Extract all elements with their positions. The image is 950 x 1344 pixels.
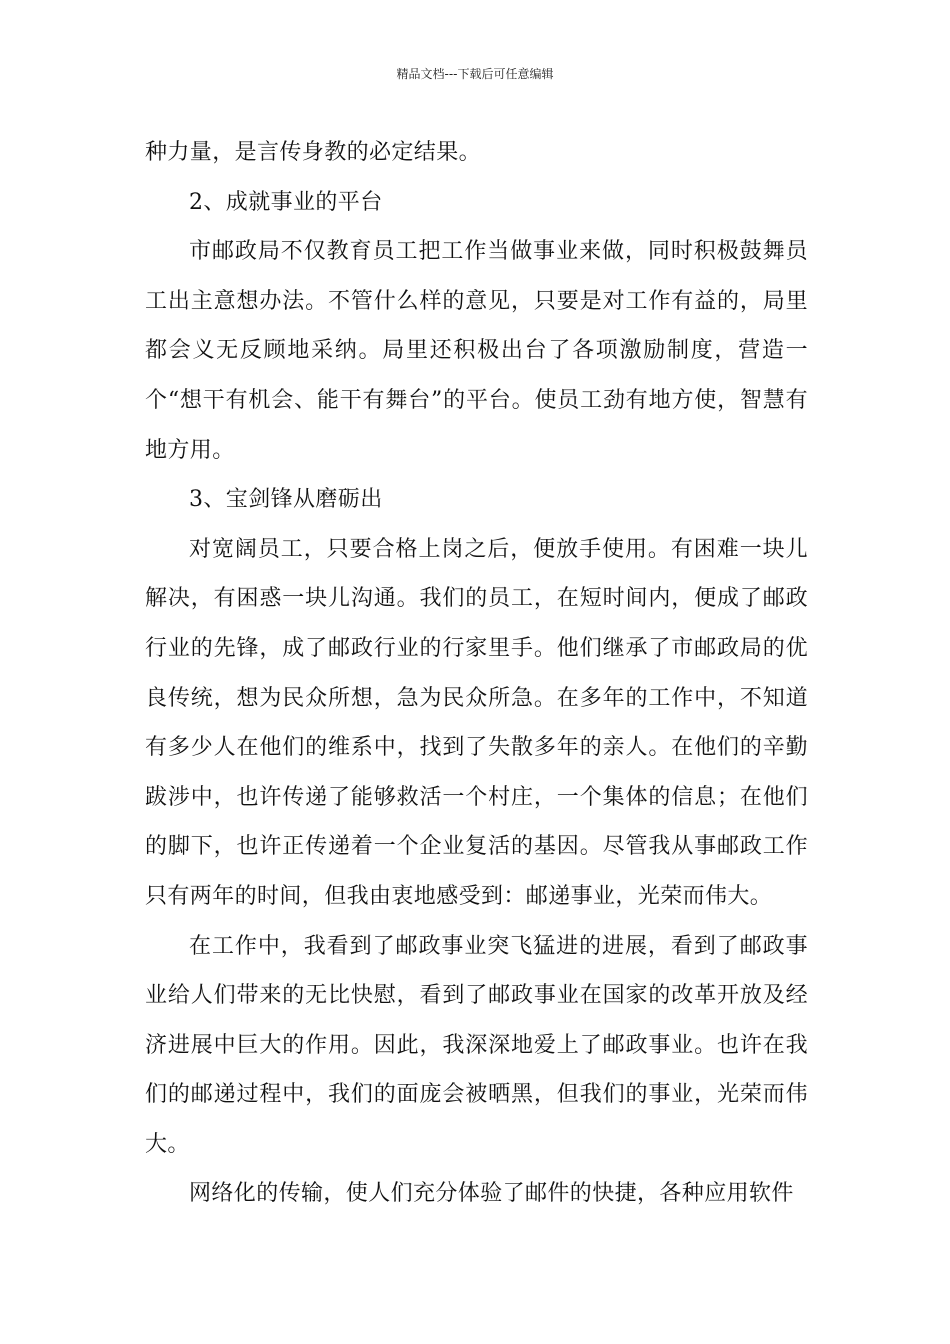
paragraph-continuation: 种力量，是言传身教的必定结果。 xyxy=(145,140,482,165)
document-body xyxy=(145,128,808,1219)
section-heading-sword: 3、宝剑锋从磨砺出 xyxy=(189,487,383,513)
paragraph-platform: 市邮政局不仅教育员工把工作当做事业来做，同时积极鼓舞员工出主意想办法。不管什么样的意见，只要是对工作有益的，局里都会义无反顾地采纳。局里还积极出台了各项激励制度，营造一个“想干有机会、能干有舞台”的平台。使员工劲有地方使，智慧有地方用。 xyxy=(145,239,808,463)
paragraph-staff: 对宽阔员工，只要合格上岗之后，便放手使用。有困难一块儿解决，有困惑一块儿沟通。我们的员工，在短时间内，便成了邮政行业的先锋，成了邮政行业的行家里手。他们继承了市邮政局的优良传统，想为民众所想，急为民众所急。在多年的工作中，不知道有多少人在他们的维系中，找到了失散多年的亲人。在他们的辛勤跋涉中，也许传递了能够救活一个村庄，一个集体的信息；在他们的脚下，也许正传递着一个企业复活的基因。尽管我从事邮政工作只有两年的时间，但我由衷地感受到：邮递事业，光荣而伟大。 xyxy=(145,536,808,909)
paragraph-network: 网络化的传输，使人们充分体验了邮件的快捷，各种应用软件 xyxy=(189,1181,794,1207)
paragraph-work: 在工作中，我看到了邮政事业突飞猛进的进展，看到了邮政事业给人们带来的无比快慰，看到了邮政事业在国家的改革开放及经济进展中巨大的作用。因此，我深深地爱上了邮政事业。也许在我们的邮递过程中，我们的面庞会被晒黑，但我们的事业，光荣而伟大。 xyxy=(145,933,808,1157)
section-heading-platform: 2、成就事业的平台 xyxy=(189,189,383,215)
page-header: 精品文档---下载后可任意编辑 xyxy=(396,67,554,81)
